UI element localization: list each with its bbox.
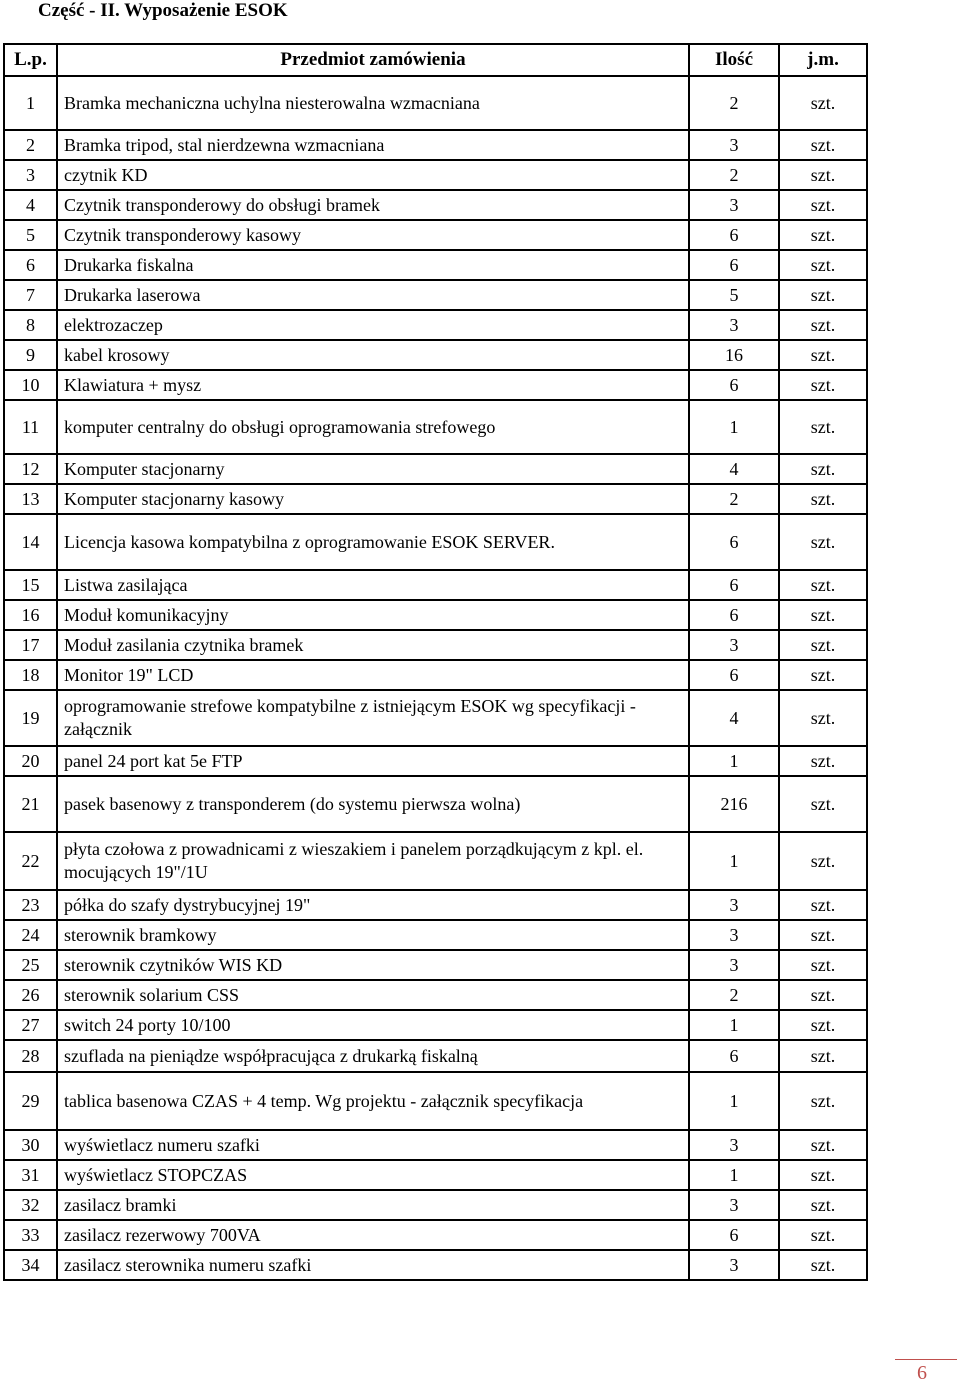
row-unit: szt. <box>779 250 867 280</box>
row-unit: szt. <box>779 1220 867 1250</box>
row-unit: szt. <box>779 340 867 370</box>
header-qty: Ilość <box>689 44 779 76</box>
table-row <box>4 832 867 890</box>
row-lp: 3 <box>4 160 57 190</box>
row-lp: 32 <box>4 1190 57 1220</box>
table-row <box>4 514 867 570</box>
table-row <box>4 454 867 484</box>
row-item-name: Bramka mechaniczna uchylna niesterowalna wzmacniana <box>57 76 689 130</box>
row-item-name: zasilacz sterownika numeru szafki <box>57 1250 689 1280</box>
row-lp: 17 <box>4 630 57 660</box>
row-qty: 3 <box>689 950 779 980</box>
row-item-name: Bramka tripod, stal nierdzewna wzmacniana <box>57 130 689 160</box>
row-lp: 8 <box>4 310 57 340</box>
table-row <box>4 484 867 514</box>
row-item-name: Drukarka fiskalna <box>57 250 689 280</box>
row-lp: 9 <box>4 340 57 370</box>
table-row <box>4 660 867 690</box>
table-row <box>4 250 867 280</box>
row-lp: 5 <box>4 220 57 250</box>
row-lp: 6 <box>4 250 57 280</box>
row-unit: szt. <box>779 1250 867 1280</box>
table-row <box>4 76 867 130</box>
row-item-name: czytnik KD <box>57 160 689 190</box>
row-item-name: tablica basenowa CZAS + 4 temp. Wg projektu - załącznik specyfikacja <box>57 1072 689 1130</box>
row-qty: 2 <box>689 484 779 514</box>
page-number: 6 <box>917 1362 927 1384</box>
row-unit: szt. <box>779 746 867 776</box>
row-item-name: Czytnik transponderowy kasowy <box>57 220 689 250</box>
row-item-name: Komputer stacjonarny kasowy <box>57 484 689 514</box>
header-lp: L.p. <box>4 44 57 76</box>
row-qty: 6 <box>689 250 779 280</box>
row-lp: 4 <box>4 190 57 220</box>
row-unit: szt. <box>779 690 867 746</box>
row-item-name: szuflada na pieniądze współpracująca z drukarką fiskalną <box>57 1040 689 1072</box>
row-unit: szt. <box>779 1160 867 1190</box>
row-lp: 15 <box>4 570 57 600</box>
row-unit: szt. <box>779 400 867 454</box>
row-lp: 27 <box>4 1010 57 1040</box>
row-qty: 6 <box>689 220 779 250</box>
table-body <box>4 76 867 1280</box>
row-qty: 3 <box>689 130 779 160</box>
table-row <box>4 890 867 920</box>
row-lp: 10 <box>4 370 57 400</box>
row-qty: 1 <box>689 1072 779 1130</box>
row-item-name: Drukarka laserowa <box>57 280 689 310</box>
row-qty: 1 <box>689 400 779 454</box>
row-unit: szt. <box>779 1190 867 1220</box>
row-item-name: Monitor 19" LCD <box>57 660 689 690</box>
row-qty: 3 <box>689 190 779 220</box>
row-qty: 216 <box>689 776 779 832</box>
row-unit: szt. <box>779 570 867 600</box>
table-row <box>4 280 867 310</box>
table-row <box>4 340 867 370</box>
row-item-name: Listwa zasilająca <box>57 570 689 600</box>
table-row <box>4 130 867 160</box>
row-qty: 2 <box>689 76 779 130</box>
row-lp: 12 <box>4 454 57 484</box>
row-qty: 3 <box>689 920 779 950</box>
row-item-name: Moduł komunikacyjny <box>57 600 689 630</box>
row-item-name: półka do szafy dystrybucyjnej 19" <box>57 890 689 920</box>
row-item-name: Komputer stacjonarny <box>57 454 689 484</box>
row-lp: 14 <box>4 514 57 570</box>
row-qty: 6 <box>689 600 779 630</box>
row-item-name: kabel krosowy <box>57 340 689 370</box>
row-item-name: wyświetlacz STOPCZAS <box>57 1160 689 1190</box>
row-lp: 16 <box>4 600 57 630</box>
row-item-name: płyta czołowa z prowadnicami z wieszakiem i panelem porządkującym z kpl. el. mocujących 19"/1U <box>57 832 689 890</box>
table-row <box>4 980 867 1010</box>
row-lp: 30 <box>4 1130 57 1160</box>
row-unit: szt. <box>779 660 867 690</box>
row-lp: 23 <box>4 890 57 920</box>
row-qty: 3 <box>689 630 779 660</box>
row-item-name: zasilacz rezerwowy 700VA <box>57 1220 689 1250</box>
row-item-name: wyświetlacz numeru szafki <box>57 1130 689 1160</box>
row-qty: 5 <box>689 280 779 310</box>
row-item-name: sterownik czytników WIS KD <box>57 950 689 980</box>
row-lp: 19 <box>4 690 57 746</box>
row-unit: szt. <box>779 130 867 160</box>
row-lp: 34 <box>4 1250 57 1280</box>
row-qty: 6 <box>689 514 779 570</box>
row-item-name: komputer centralny do obsługi oprogramowania strefowego <box>57 400 689 454</box>
row-qty: 1 <box>689 1010 779 1040</box>
table-row <box>4 220 867 250</box>
table-row <box>4 1220 867 1250</box>
row-unit: szt. <box>779 76 867 130</box>
row-lp: 29 <box>4 1072 57 1130</box>
row-qty: 3 <box>689 1190 779 1220</box>
row-item-name: panel 24 port kat 5e FTP <box>57 746 689 776</box>
row-unit: szt. <box>779 980 867 1010</box>
header-unit: j.m. <box>779 44 867 76</box>
table-row <box>4 1010 867 1040</box>
row-item-name: oprogramowanie strefowe kompatybilne z istniejącym ESOK wg specyfikacji - załącznik <box>57 690 689 746</box>
row-qty: 4 <box>689 690 779 746</box>
row-unit: szt. <box>779 280 867 310</box>
table-row <box>4 1160 867 1190</box>
row-unit: szt. <box>779 190 867 220</box>
row-item-name: switch 24 porty 10/100 <box>57 1010 689 1040</box>
table-row <box>4 370 867 400</box>
row-qty: 6 <box>689 1040 779 1072</box>
row-item-name: Licencja kasowa kompatybilna z oprogramowanie ESOK SERVER. <box>57 514 689 570</box>
table-row <box>4 630 867 660</box>
table-row <box>4 1130 867 1160</box>
row-unit: szt. <box>779 514 867 570</box>
row-lp: 24 <box>4 920 57 950</box>
table-row <box>4 570 867 600</box>
table-row <box>4 600 867 630</box>
row-qty: 6 <box>689 570 779 600</box>
row-lp: 20 <box>4 746 57 776</box>
row-unit: szt. <box>779 630 867 660</box>
row-qty: 16 <box>689 340 779 370</box>
row-lp: 26 <box>4 980 57 1010</box>
row-unit: szt. <box>779 920 867 950</box>
table-row <box>4 950 867 980</box>
row-lp: 7 <box>4 280 57 310</box>
row-qty: 1 <box>689 1160 779 1190</box>
row-unit: szt. <box>779 890 867 920</box>
row-qty: 6 <box>689 660 779 690</box>
row-item-name: zasilacz bramki <box>57 1190 689 1220</box>
row-unit: szt. <box>779 484 867 514</box>
row-item-name: sterownik bramkowy <box>57 920 689 950</box>
row-unit: szt. <box>779 1130 867 1160</box>
row-qty: 2 <box>689 980 779 1010</box>
row-qty: 3 <box>689 1130 779 1160</box>
row-qty: 6 <box>689 370 779 400</box>
footer-rule <box>895 1359 957 1360</box>
row-qty: 6 <box>689 1220 779 1250</box>
row-item-name: sterownik solarium CSS <box>57 980 689 1010</box>
row-qty: 3 <box>689 310 779 340</box>
row-lp: 13 <box>4 484 57 514</box>
table-row <box>4 1250 867 1280</box>
row-qty: 4 <box>689 454 779 484</box>
row-lp: 18 <box>4 660 57 690</box>
row-unit: szt. <box>779 454 867 484</box>
row-unit: szt. <box>779 1040 867 1072</box>
table-row <box>4 160 867 190</box>
row-item-name: Czytnik transponderowy do obsługi bramek <box>57 190 689 220</box>
table-row <box>4 400 867 454</box>
row-item-name: pasek basenowy z transponderem (do systemu pierwsza wolna) <box>57 776 689 832</box>
row-lp: 33 <box>4 1220 57 1250</box>
row-lp: 31 <box>4 1160 57 1190</box>
row-unit: szt. <box>779 950 867 980</box>
table-row <box>4 1040 867 1072</box>
row-item-name: Klawiatura + mysz <box>57 370 689 400</box>
table-row <box>4 190 867 220</box>
row-lp: 28 <box>4 1040 57 1072</box>
table-row <box>4 1072 867 1130</box>
row-lp: 2 <box>4 130 57 160</box>
row-qty: 3 <box>689 1250 779 1280</box>
row-lp: 1 <box>4 76 57 130</box>
table-row <box>4 310 867 340</box>
row-unit: szt. <box>779 1010 867 1040</box>
table-row <box>4 776 867 832</box>
table-row <box>4 690 867 746</box>
table-row <box>4 920 867 950</box>
row-qty: 2 <box>689 160 779 190</box>
section-title: Część - II. Wyposażenie ESOK <box>38 0 288 21</box>
row-item-name: Moduł zasilania czytnika bramek <box>57 630 689 660</box>
row-item-name: elektrozaczep <box>57 310 689 340</box>
header-item: Przedmiot zamówienia <box>57 44 689 76</box>
row-unit: szt. <box>779 1072 867 1130</box>
row-unit: szt. <box>779 832 867 890</box>
row-qty: 1 <box>689 746 779 776</box>
table-header-row <box>4 44 867 76</box>
table-row <box>4 1190 867 1220</box>
row-unit: szt. <box>779 776 867 832</box>
row-unit: szt. <box>779 370 867 400</box>
row-lp: 25 <box>4 950 57 980</box>
row-unit: szt. <box>779 600 867 630</box>
row-lp: 22 <box>4 832 57 890</box>
row-qty: 1 <box>689 832 779 890</box>
row-lp: 11 <box>4 400 57 454</box>
row-unit: szt. <box>779 220 867 250</box>
row-unit: szt. <box>779 310 867 340</box>
row-unit: szt. <box>779 160 867 190</box>
table-row <box>4 746 867 776</box>
row-qty: 3 <box>689 890 779 920</box>
equipment-table <box>3 43 868 1281</box>
row-lp: 21 <box>4 776 57 832</box>
